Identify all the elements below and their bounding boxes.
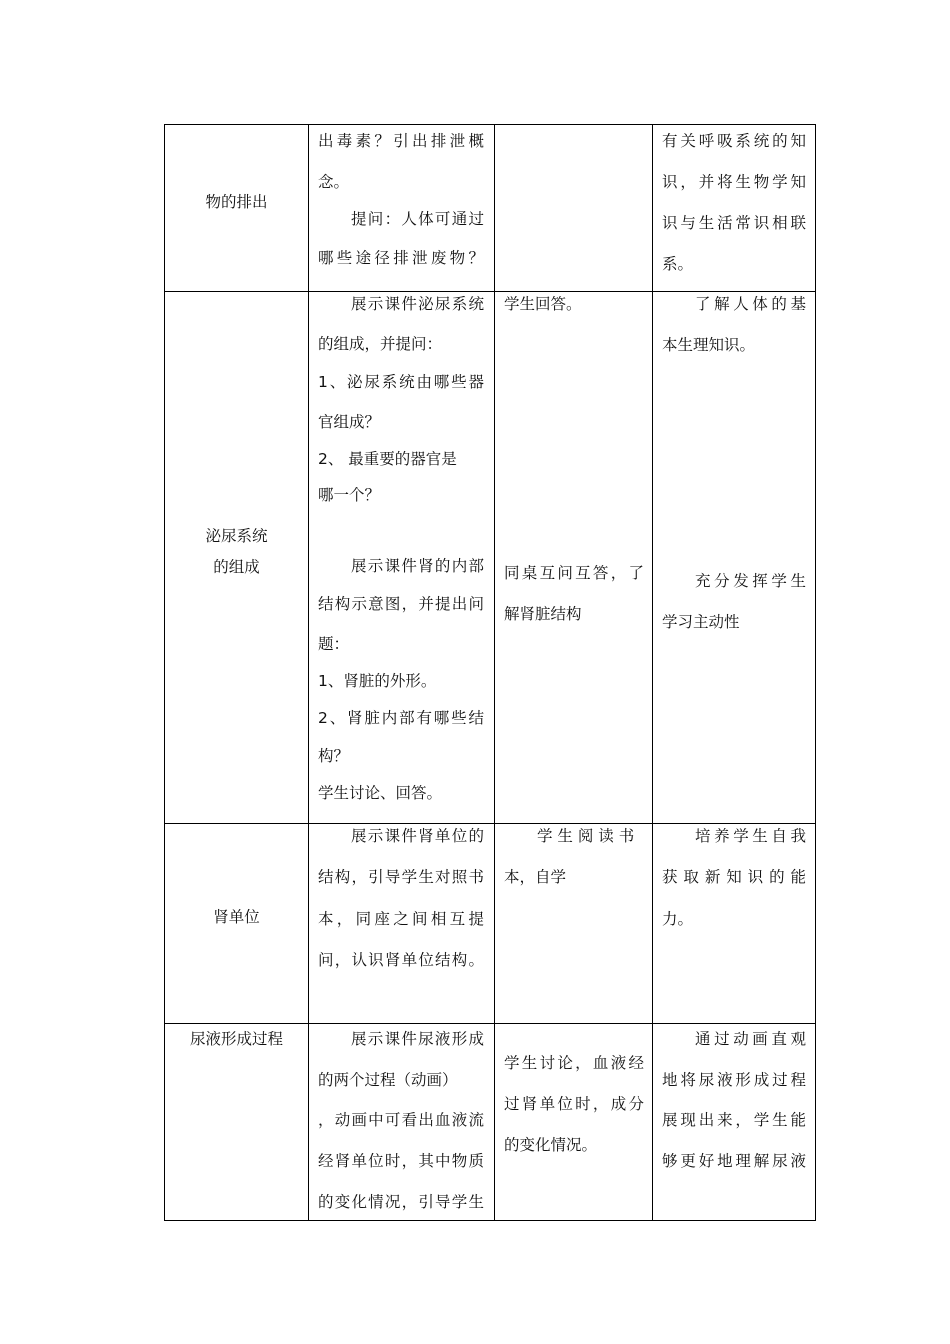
topic-cell: 的组成 [213,558,260,576]
text-line: 念。 [318,173,350,191]
text-line: 学习主动性 [662,613,740,631]
teacher-activity-cell [308,1023,494,1222]
text-line: 的组成，并提问： [318,335,443,353]
text-line: 出毒素？引出排泄概 [318,132,484,150]
text-line: 构？ [318,747,350,765]
text-line: 1、泌尿系统由哪些器 [318,373,484,391]
text-line: 题： [318,635,350,653]
text-line: 获取新知识的能 [662,868,806,886]
text-line: 学生讨论、回答。 [318,784,443,802]
text-line: 问，认识肾单位结构。 [318,951,484,969]
text-line: 的两个过程（动画） [318,1071,458,1089]
text-line: 哪些途径排泄废物？ [318,249,484,267]
text-line: 经肾单位时，其中物质 [318,1152,484,1170]
design-intent-cell [652,1023,816,1222]
text-line: 有关呼吸系统的知 [662,132,806,150]
lesson-plan-table [164,124,816,1221]
topic-cell: 肾单位 [213,908,260,926]
design-intent-cell [652,291,816,823]
text-line: 过肾单位时，成分 [504,1095,644,1113]
text-line: 学生回答。 [504,295,582,313]
text-line: 结构示意图，并提出问 [318,595,484,613]
text-line: 1、肾脏的外形。 [318,672,437,690]
text-line: 力。 [662,910,694,928]
text-line: 学 生 阅 读 书 [537,827,635,845]
text-line: ，动画中可看出血液流 [318,1111,484,1129]
topic-cell: 泌尿系统 [205,527,268,545]
text-line: 展示课件尿液形成 [351,1030,484,1048]
text-line: 本，同座之间相互提 [318,910,484,928]
table-row [165,291,308,823]
text-line: 展现出来，学生能 [662,1111,806,1129]
text-line: 充分发挥学生 [695,572,806,590]
teacher-activity-cell [308,291,494,823]
text-line: 提问：人体可通过 [351,210,484,228]
design-intent-cell [652,823,816,1023]
text-line: 了解人体的基 [695,295,806,313]
text-line: 地将尿液形成过程 [662,1071,806,1089]
table-row [165,1023,308,1222]
student-activity-cell [494,291,652,823]
text-line: 2、肾脏内部有哪些结 [318,709,484,727]
text-line: 哪一个？ [318,486,381,504]
student-activity-cell [494,823,652,1023]
text-line: 系。 [662,255,694,273]
text-line: 展示课件泌尿系统 [351,295,484,313]
text-line: 的变化情况。 [504,1136,598,1154]
design-intent-cell [652,125,816,291]
text-line: 结构，引导学生对照书 [318,868,484,886]
text-line: 学生讨论，血液经 [504,1054,644,1072]
text-line: 本，自学 [504,868,567,886]
text-line: 识，并将生物学知 [662,173,806,191]
text-line: 展示课件肾单位的 [351,827,484,845]
text-line: 同桌互问互答，了 [504,564,644,582]
student-activity-cell [494,1023,652,1222]
text-line: 的变化情况，引导学生 [318,1193,484,1211]
text-line: 识与生活常识相联 [662,214,806,232]
text-line: 展示课件肾的内部 [351,557,484,575]
table-row [165,125,308,291]
teacher-activity-cell [308,125,494,291]
topic-cell: 物的排出 [205,193,268,211]
teacher-activity-cell [308,823,494,1023]
text-line: 通过动画直观 [695,1030,806,1048]
table-row [165,823,308,1023]
text-line: 解肾脏结构 [504,605,582,623]
text-line: 够更好地理解尿液 [662,1152,806,1170]
text-line: 官组成？ [318,413,381,431]
topic-cell: 尿液形成过程 [189,1030,283,1048]
text-line: 2、 最重要的器官是 [318,450,457,468]
text-line: 培养学生自我 [695,827,806,845]
text-line: 本生理知识。 [662,336,756,354]
